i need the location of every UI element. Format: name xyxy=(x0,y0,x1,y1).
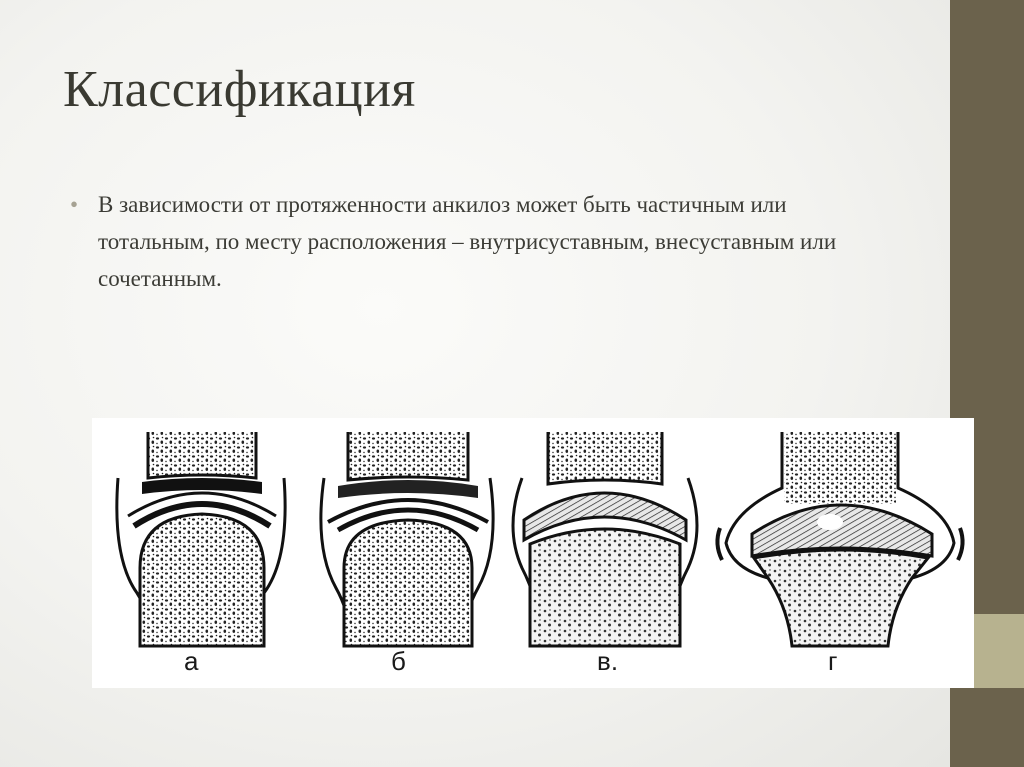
bullet-dot-icon: • xyxy=(70,192,79,217)
joint-diagram xyxy=(92,418,974,688)
joint-v xyxy=(513,432,697,646)
slide-title: Классификация xyxy=(63,61,416,118)
decorative-sidebar-accent xyxy=(974,614,1024,688)
figure-label-v: в. xyxy=(597,646,619,676)
bullet-item xyxy=(70,186,870,297)
bullet-text: В зависимости от протяженности анкилоз может быть частичным или тотальным, по месту расположения – внутрисуставным, внесуставным или сочетанным. xyxy=(98,192,837,291)
joint-b xyxy=(321,432,493,646)
figure-label-g: г xyxy=(828,646,838,676)
bullet-list xyxy=(70,186,870,297)
figure-label-b: б xyxy=(391,646,406,676)
joint-a xyxy=(117,432,285,646)
joint-g xyxy=(717,432,962,646)
joint-illustration xyxy=(92,418,974,688)
figure-label-a: а xyxy=(184,646,199,676)
